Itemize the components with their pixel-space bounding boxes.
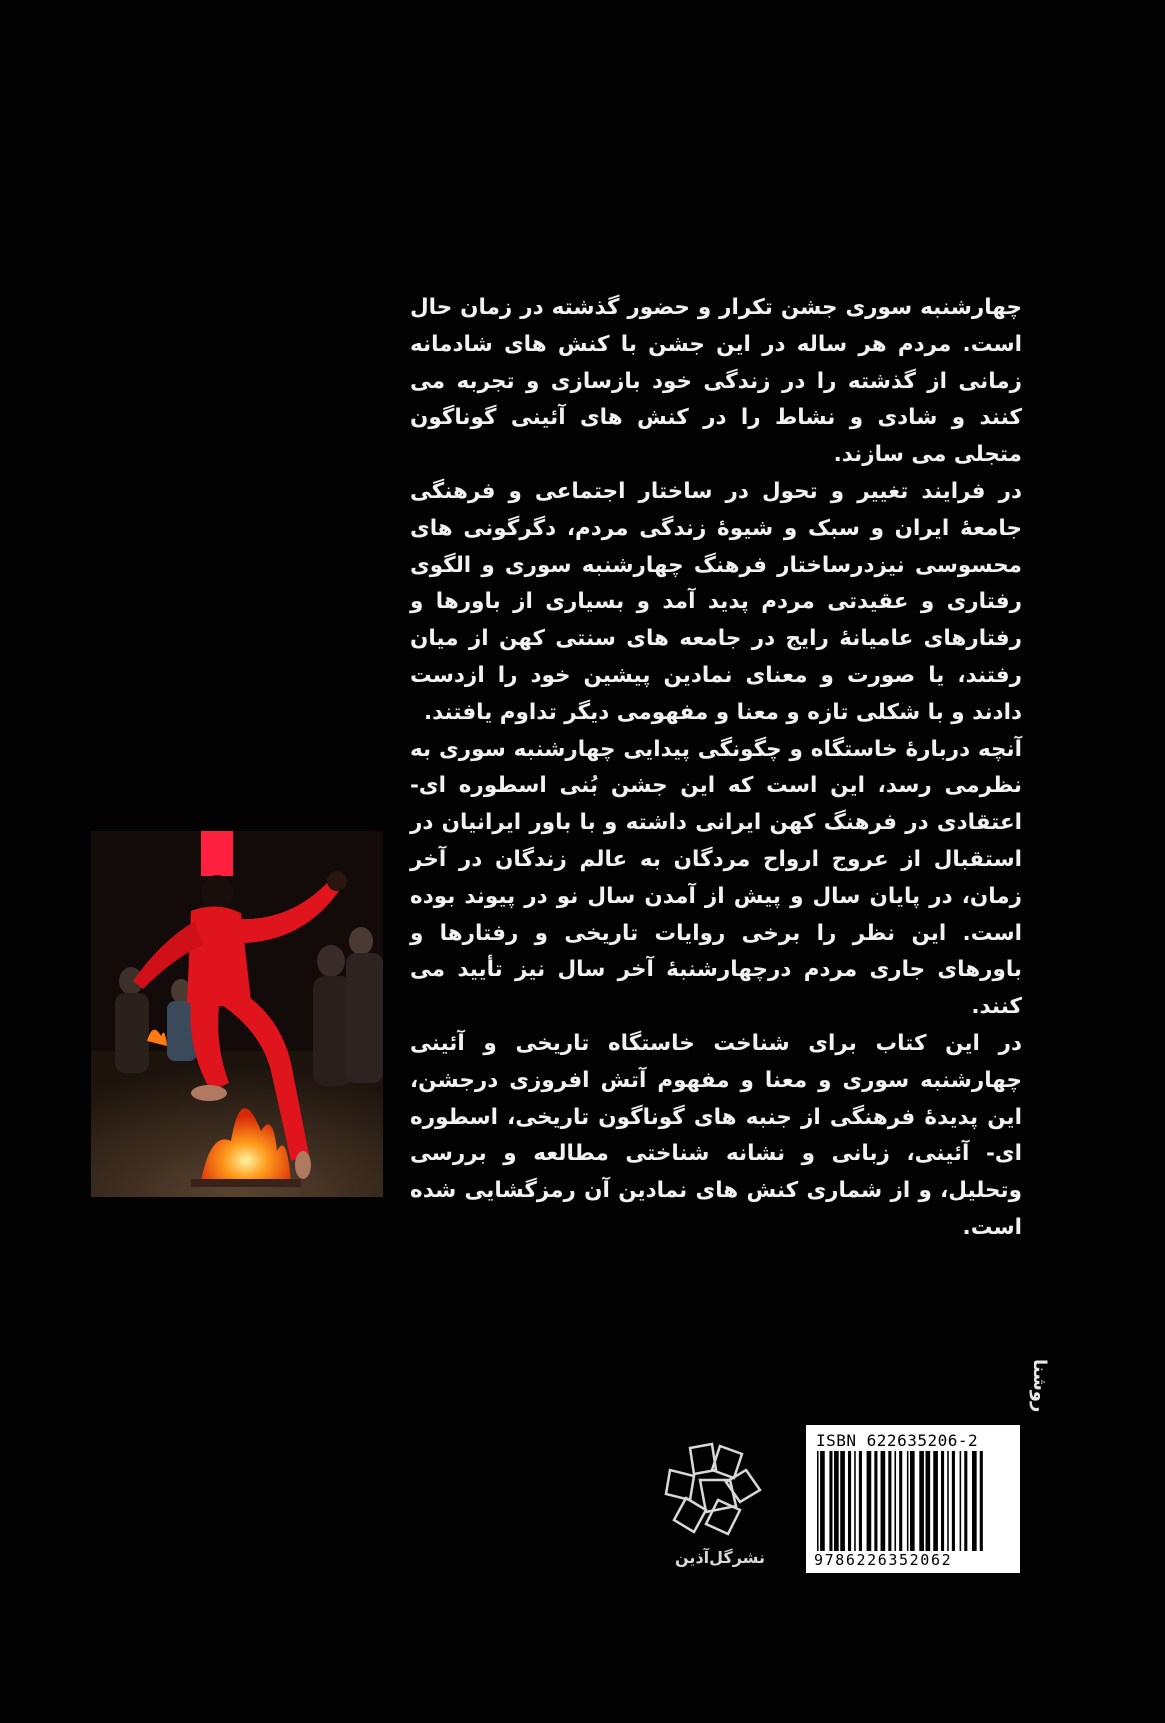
barcode-bar	[820, 1451, 825, 1551]
barcode-bar	[972, 1451, 977, 1551]
barcode-bar	[817, 1451, 819, 1551]
barcode-bar	[867, 1451, 872, 1551]
barcode-bar	[888, 1451, 891, 1551]
barcode-bar	[960, 1451, 962, 1551]
fire-jumping-photo	[91, 831, 383, 1197]
blurb-paragraph-4: در این کتاب برای شناخت خاستگاه تاریخی و آئینی چهارشنبه سوری و معنا و مفهوم آتش افروزی درجشن، این پدیدهٔ فرهنگی از جنبه های گوناگون تاریخی، اسطوره ای- آئینی، زبانی و نشانه شناختی مطالعه و بررسی وتحلیل، و از شماری کنش های نمادین آن رمزگشایی شده است.	[410, 1030, 1022, 1240]
barcode-bar	[848, 1451, 851, 1551]
isbn-barcode	[806, 1425, 1020, 1573]
fire-jumping-dancer-illustration	[91, 831, 383, 1197]
ean-digits: 9786226352062	[814, 1551, 953, 1569]
barcode-bar	[926, 1451, 931, 1551]
publisher-name: نشرگل‌آذین	[675, 1548, 765, 1567]
red-hat-shape	[201, 831, 233, 876]
blurb-paragraph-3: آنچه دربارهٔ خاستگاه و چگونگی پیدایی چهارشنبه سوری به نظرمی رسد، این است که این جشن بُنی اسطوره ای- اعتقادی در فرهنگ کهن ایرانی داشته و با باور ایرانیان در استقبال از عروج ارواح مردگان به عالم زندگان در آخر زمان، در پایان سال و پیش از آمدن سال نو در پیوند بوده است. این نظر را برخی روایات تاریخی و رفتارها و باورهای جاری مردم درچهارشنبهٔ آخر سال نیز تأیید می کنند.	[410, 736, 1022, 1020]
barcode-bar	[952, 1451, 955, 1551]
barcode-bar	[895, 1451, 897, 1551]
barcode-bar	[854, 1451, 856, 1551]
blurb-paragraph-1: چهارشنبه سوری جشن تکرار و حضور گذشته در زمان حال است. مردم هر ساله در این جشن با کنش های شادمانه زمانی از گذشته را در زندگی خود بازسازی و تجربه می کنند و شادی و نشاط را در کنش های آئینی گوناگون متجلی می سازند.	[410, 295, 1022, 468]
barcode-bar	[829, 1451, 832, 1551]
barcode-bar	[874, 1451, 877, 1551]
barcode-bar	[907, 1451, 909, 1551]
blurb-text	[410, 290, 1022, 1247]
barcode-bar	[899, 1451, 902, 1551]
isbn-label: ISBN 622635206-2	[816, 1431, 979, 1450]
barcode-bar	[834, 1451, 839, 1551]
barcode-bar	[919, 1451, 924, 1551]
barcode-bar	[980, 1451, 983, 1551]
barcode-bar	[933, 1451, 938, 1551]
barcode-bar	[910, 1451, 915, 1551]
barcode-bar	[941, 1451, 944, 1551]
barcode-bar	[840, 1451, 845, 1551]
publisher-spine-mark: روشنا	[1029, 1358, 1050, 1412]
barcode-bars	[816, 1451, 1014, 1551]
barcode-bar	[859, 1451, 862, 1551]
blurb-paragraph-2: در فرایند تغییر و تحول در ساختار اجتماعی و فرهنگی جامعهٔ ایران و سبک و شیوهٔ زندگی مردم، دگرگونی های محسوسی نیزدرساختار فرهنگ چهارشنبه سوری و الگوی رفتاری و عقیدتی مردم پدید آمد و بسیاری از باورها و رفتارهای عامیانهٔ رایج در جامعه های سنتی کهن از میان رفتند، یا صورت و معنای نمادین پیشین خود را ازدست دادند و با شکلی تازه و معنا و مفهومی دیگر تداوم یافتند.	[410, 478, 1022, 725]
barcode-bar	[881, 1451, 886, 1551]
barcode-bar	[964, 1451, 967, 1551]
barcode-bar	[947, 1451, 949, 1551]
stacked-books-star-icon	[650, 1440, 790, 1544]
publisher-logo	[650, 1440, 790, 1580]
